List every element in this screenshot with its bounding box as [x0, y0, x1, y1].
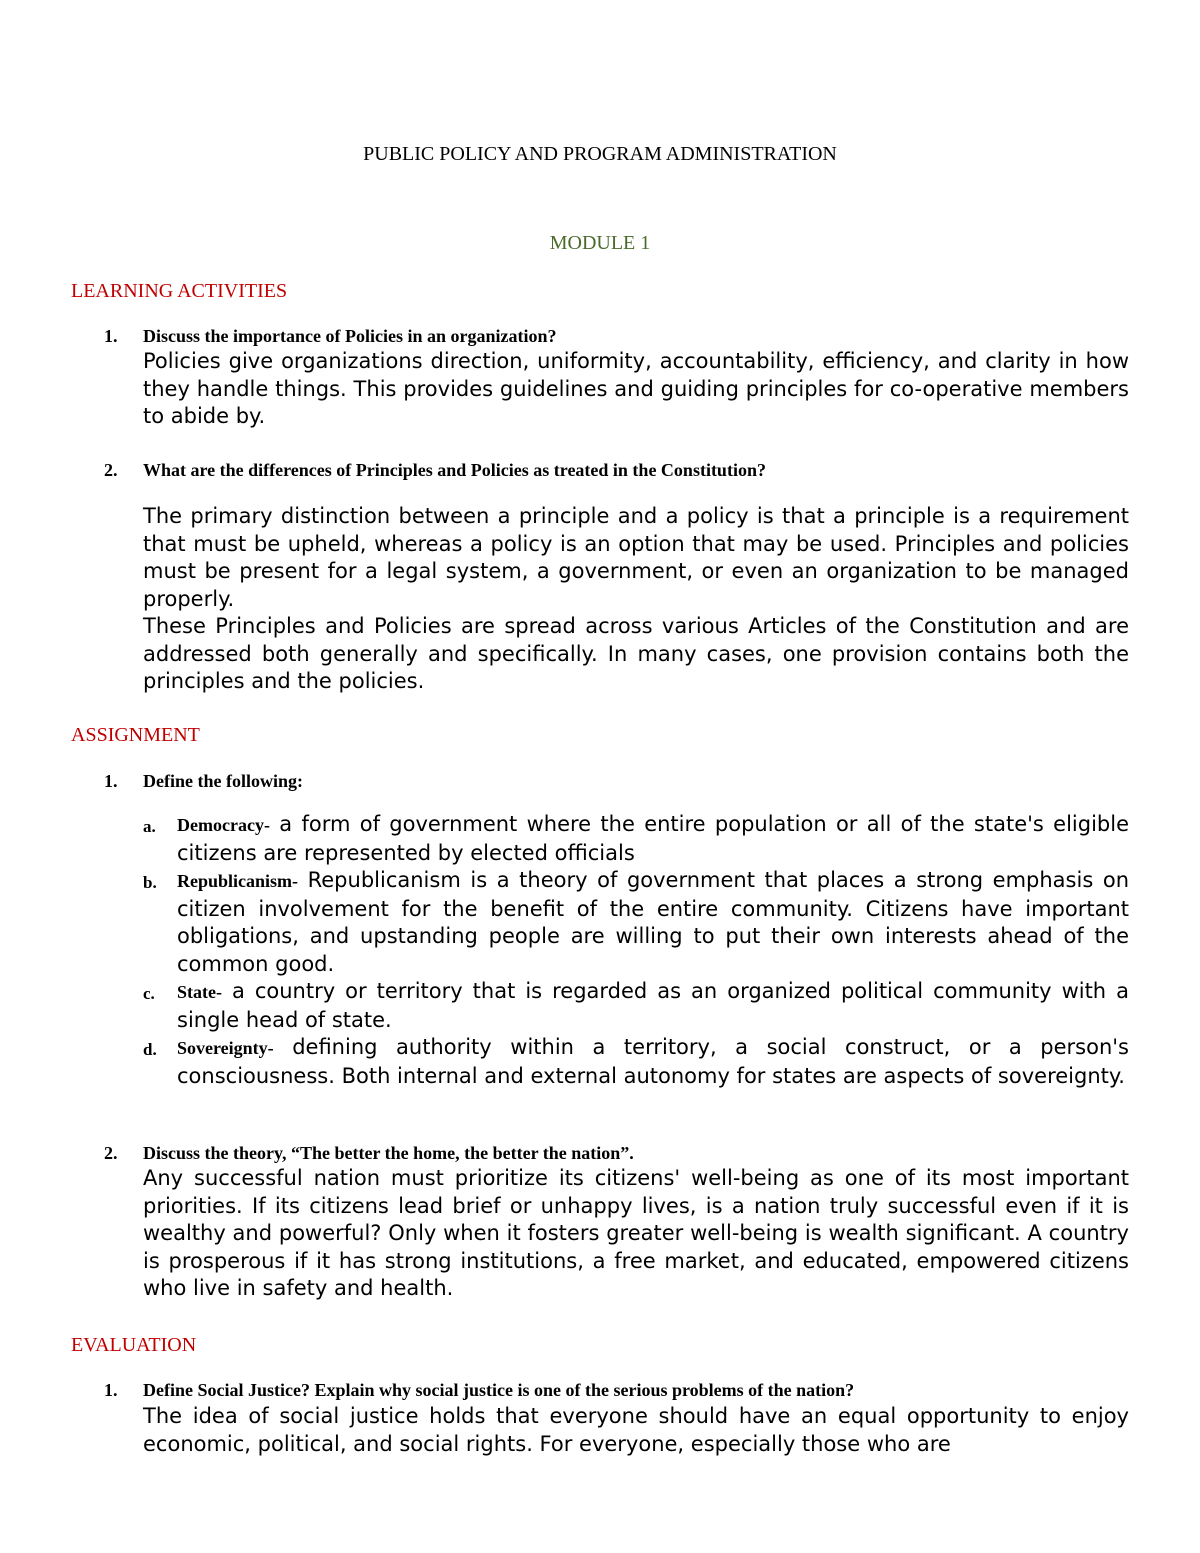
- definition-letter: d.: [143, 1040, 157, 1059]
- section-heading-assignment: ASSIGNMENT: [71, 724, 200, 746]
- definition-text: a form of government where the entire population or all of the state's eligible citizens are represented by elected officials: [177, 812, 1129, 865]
- answer-paragraph: The primary distinction between a principle and a policy is that a principle is a requirement that must be upheld, whereas a policy is an option that may be used. Principles and policies must be present for a legal system, a government, or even an organization to be managed properly.: [143, 504, 1129, 611]
- question-number: 2.: [104, 460, 118, 480]
- definition-letter: c.: [143, 984, 155, 1003]
- question-number: 1.: [104, 1380, 118, 1400]
- section-heading-evaluation: EVALUATION: [71, 1334, 197, 1356]
- answer-paragraph: Policies give organizations direction, uniformity, accountability, efficiency, and clarity in how they handle things. This provides guidelines and guiding principles for co-operative members to abide by.: [143, 349, 1129, 428]
- document-title: PUBLIC POLICY AND PROGRAM ADMINISTRATION: [363, 143, 837, 165]
- definition-item: [143, 1034, 1129, 1090]
- definition-item: [143, 811, 1129, 867]
- definition-letter: a.: [143, 817, 156, 836]
- question-text: Define the following:: [143, 771, 303, 791]
- definition-item: [143, 978, 1129, 1034]
- question-text: Discuss the theory, “The better the home, the better the nation”.: [143, 1143, 634, 1163]
- question-number: 2.: [104, 1143, 118, 1163]
- answer-text: [143, 1165, 1129, 1303]
- definition-term: Republicanism-: [177, 871, 299, 891]
- question-text: Discuss the importance of Policies in an organization?: [143, 326, 557, 346]
- answer-paragraph: The idea of social justice holds that everyone should have an equal opportunity to enjoy economic, political, and social rights. For everyone, especially those who are: [143, 1404, 1129, 1456]
- answer-paragraph: These Principles and Policies are spread across various Articles of the Constitution and are addressed both generally and specifically. In many cases, one provision contains both the principles and the policies.: [143, 614, 1129, 693]
- question-text: Define Social Justice? Explain why social justice is one of the serious problems of the nation?: [143, 1380, 855, 1400]
- answer-text: [143, 1403, 1129, 1458]
- answer-paragraph: Any successful nation must prioritize its citizens' well-being as one of its most important priorities. If its citizens lead brief or unhappy lives, is a nation truly successful even if it is wealthy and powerful? Only when it fosters greater well-being is wealth significant. A country is prosperous if it has strong institutions, a free market, and educated, empowered citizens who live in safety and health.: [143, 1166, 1129, 1300]
- question-number: 1.: [104, 771, 118, 791]
- definition-term: Sovereignty-: [177, 1038, 274, 1058]
- definition-letter: b.: [143, 873, 157, 892]
- question-text: What are the differences of Principles and Policies as treated in the Constitution?: [143, 460, 766, 480]
- definition-term: State-: [177, 982, 222, 1002]
- definition-item: [143, 867, 1129, 978]
- module-heading: MODULE 1: [549, 232, 651, 254]
- answer-text: [143, 348, 1129, 431]
- answer-text: [143, 503, 1129, 696]
- definition-text: defining authority within a territory, a social construct, or a person's consciousness. Both internal and external autonomy for states are aspects of sovereignty.: [177, 1035, 1129, 1088]
- definition-term: Democracy-: [177, 815, 270, 835]
- definition-list: [143, 811, 1129, 1090]
- question-number: 1.: [104, 326, 118, 346]
- definition-text: Republicanism is a theory of government that places a strong emphasis on citizen involvement for the benefit of the entire community. Citizens have important obligations, and upstanding people are willing to put their own interests ahead of the common good.: [177, 868, 1129, 976]
- definition-text: a country or territory that is regarded as an organized political community with a single head of state.: [177, 979, 1129, 1032]
- section-heading-learning-activities: LEARNING ACTIVITIES: [71, 280, 288, 302]
